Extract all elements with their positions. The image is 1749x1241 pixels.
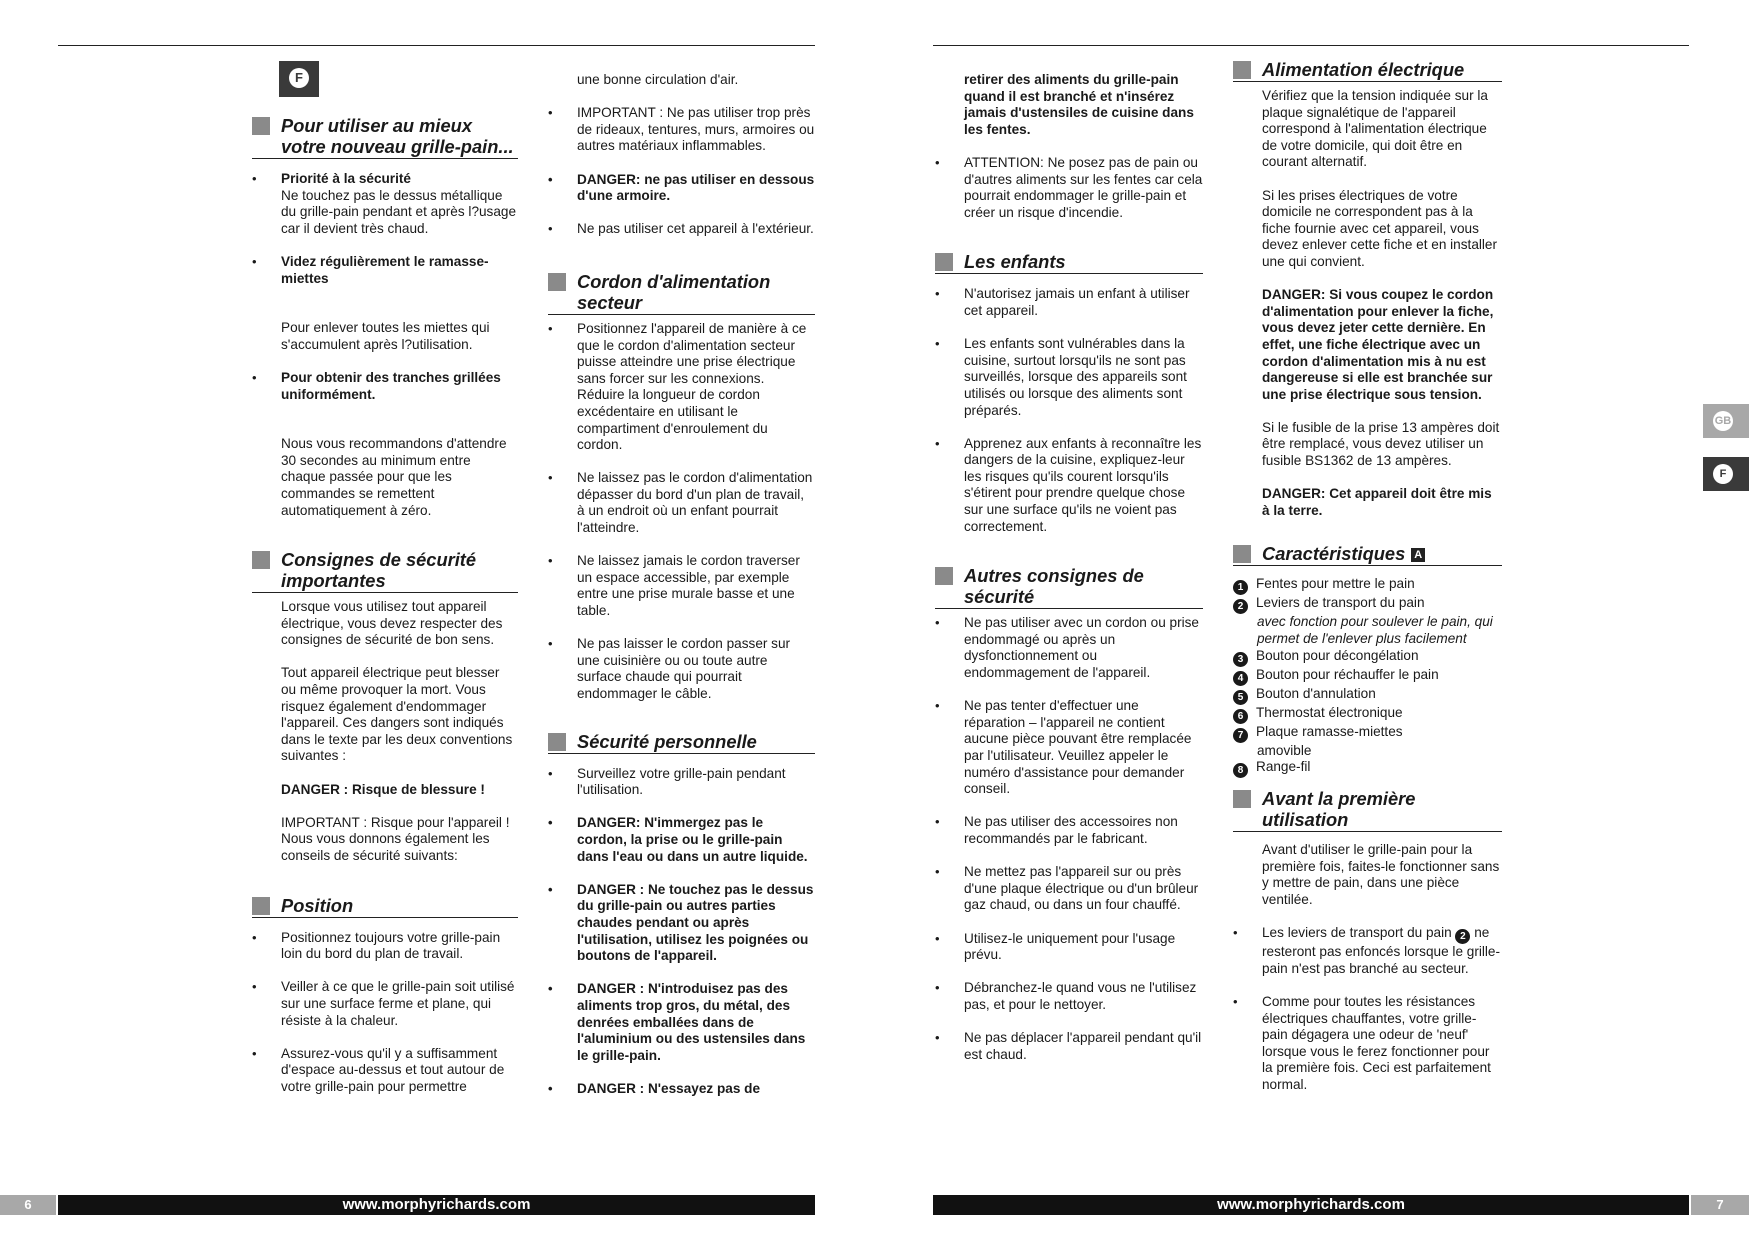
list-item: • Les leviers de transport du pain 2 ne resteront pas enfoncés lorsque le grille-pain n'est pas branché au secteur. bbox=[1233, 925, 1502, 977]
number-badge: 4 bbox=[1233, 671, 1248, 686]
position-list bbox=[252, 930, 518, 1096]
figure-ref-badge: A bbox=[1411, 548, 1425, 562]
section-marker bbox=[1233, 61, 1251, 79]
first-use-list bbox=[1233, 925, 1502, 1093]
section-marker bbox=[935, 567, 953, 585]
list-item: • Comme pour toutes les résistances électriques chauffantes, votre grille-pain dégagera une odeur de 'neuf' lorsque vous le ferez fonctionner pour la première fois. Ceci est parfaitement normal. bbox=[1233, 994, 1502, 1094]
personal-safety-list bbox=[548, 766, 815, 1098]
feature-label: Range-fil bbox=[1256, 759, 1311, 775]
list-item: • Ne pas tenter d'effectuer une réparation – l'appareil ne contient aucune pièce pouvant être remplacée par l'utilisateur. Veuillez appeler le numéro d'assistance pour demander conseil. bbox=[935, 698, 1203, 798]
paragraph: retirer des aliments du grille-pain quand il est branché et n'insérez jamais d'ustensiles de cuisine dans les fentes. bbox=[964, 72, 1194, 137]
paragraph: Lorsque vous utilisez tout appareil électrique, vous devez respecter des consignes de sécurité de bon sens. bbox=[281, 599, 503, 648]
section-marker bbox=[548, 273, 566, 291]
number-badge: 2 bbox=[1233, 599, 1248, 614]
section-marker bbox=[1233, 790, 1251, 808]
list-item: • Videz régulièrement le ramasse-miettes bbox=[252, 254, 518, 287]
feature-label: Fentes pour mettre le pain bbox=[1256, 576, 1415, 592]
list-item: • Ne pas utiliser cet appareil à l'extérieur. bbox=[548, 221, 815, 238]
section-marker bbox=[252, 551, 270, 569]
number-badge: 5 bbox=[1233, 690, 1248, 705]
section-header-features: Caractéristiques A bbox=[1233, 543, 1502, 566]
feature-item bbox=[1233, 648, 1502, 667]
feature-item bbox=[1233, 595, 1502, 614]
top-rule-right bbox=[933, 45, 1689, 46]
feature-item bbox=[1233, 705, 1502, 724]
list-item: • DANGER : Ne touchez pas le dessus du grille-pain ou autres parties chaudes pendant ou après l'utilisation, utilisez les poignées ou boutons de l'appareil. bbox=[548, 882, 815, 965]
language-tab-gb[interactable]: GB bbox=[1703, 404, 1749, 438]
number-badge: 1 bbox=[1233, 580, 1248, 595]
list-item: • Ne pas utiliser avec un cordon ou prise endommagé ou après un dysfonctionnement ou endommagement de l'appareil. bbox=[935, 615, 1203, 681]
section-header-position: Position bbox=[252, 895, 518, 918]
list-item: • Ne pas utiliser des accessoires non recommandés par le fabricant. bbox=[935, 814, 1203, 847]
list-item: • IMPORTANT : Ne pas utiliser trop près de rideaux, tentures, murs, armoires ou autres matériaux inflammables. bbox=[548, 105, 815, 155]
feature-label-continued: amovible bbox=[1257, 742, 1312, 758]
list-item: • Positionnez l'appareil de manière à ce que le cordon d'alimentation secteur puisse atteindre une prise électrique sans forcer sur les connexions. Réduire la longueur de cordon excédentaire en utilisant le compartiment d'enroulement du cordon. bbox=[548, 321, 815, 454]
footer-url-right[interactable]: www.morphyrichards.com bbox=[933, 1195, 1689, 1215]
list-item: • Débranchez-le quand vous ne l'utilisez pas, et pour le nettoyer. bbox=[935, 980, 1203, 1013]
section-header-personal-safety: Sécurité personnelle bbox=[548, 731, 815, 754]
section-header-children: Les enfants bbox=[935, 251, 1203, 274]
other-safety-list bbox=[935, 615, 1203, 1063]
section-header-first-use: Avant la première utilisation bbox=[1233, 788, 1502, 832]
section-header-safety: Consignes de sécurité importantes bbox=[252, 549, 518, 593]
feature-label: Plaque ramasse-miettes bbox=[1256, 723, 1403, 739]
feature-item bbox=[1233, 667, 1502, 686]
number-badge: 8 bbox=[1233, 763, 1248, 778]
paragraph: une bonne circulation d'air. bbox=[577, 72, 739, 87]
number-badge: 3 bbox=[1233, 652, 1248, 667]
list-item: • Les enfants sont vulnérables dans la cuisine, surtout lorsqu'ils ne sont pas surveillés, lorsque des appareils sont utilisés ou lorsque des aliments sont préparés. bbox=[935, 336, 1203, 419]
feature-description: avec fonction pour soulever le pain, qui permet de l'enlever plus facilement bbox=[1257, 614, 1493, 647]
column-4 bbox=[1233, 59, 1502, 1110]
page-number-left: 6 bbox=[0, 1195, 56, 1215]
list-item: • Positionnez toujours votre grille-pain loin du bord du plan de travail. bbox=[252, 930, 518, 963]
list-item: • Ne laissez jamais le cordon traverser un espace accessible, par exemple entre une prise murale basse et une table. bbox=[548, 553, 815, 619]
paragraph: DANGER : Risque de blessure ! bbox=[281, 781, 485, 797]
list-item: • Ne mettez pas l'appareil sur ou près d'une plaque électrique ou d'un brûleur gaz chaud, ou dans un four chauffé. bbox=[935, 864, 1203, 914]
list-item: • Veiller à ce que le grille-pain soit utilisé sur une surface ferme et plane, qui résiste à la chaleur. bbox=[252, 979, 518, 1029]
list-item: • ATTENTION: Ne posez pas de pain ou d'autres aliments sur les fentes car cela pourrait endommager le grille-pain et créer un risque d'incendie. bbox=[935, 155, 1203, 221]
list-item: • N'autorisez jamais un enfant à utiliser cet appareil. bbox=[935, 286, 1203, 319]
section-marker bbox=[548, 733, 566, 751]
number-badge: 6 bbox=[1233, 709, 1248, 724]
number-badge: 2 bbox=[1455, 929, 1470, 944]
feature-label: Bouton d'annulation bbox=[1256, 685, 1376, 701]
feature-item bbox=[1233, 686, 1502, 705]
top-rule-left bbox=[58, 45, 815, 46]
column-2 bbox=[548, 72, 815, 1114]
list-item: • Priorité à la sécurité Ne touchez pas le dessus métallique du grille-pain pendant et après l?usage car il devient très chaud. bbox=[252, 171, 518, 237]
feature-label: Thermostat électronique bbox=[1256, 704, 1403, 720]
list-item: • Assurez-vous qu'il y a suffisamment d'espace au-dessus et tout autour de votre grille-pain pour permettre bbox=[252, 1046, 518, 1096]
paragraph: Vérifiez que la tension indiquée sur la plaque signalétique de l'appareil correspond à l'alimentation électrique de votre domicile, qui doit être en courant alternatif. bbox=[1262, 88, 1488, 170]
section-header-other-safety: Autres consignes de sécurité bbox=[935, 565, 1203, 609]
placement-list bbox=[548, 105, 815, 238]
feature-item bbox=[1233, 724, 1502, 743]
usage-list-2 bbox=[252, 370, 518, 403]
usage-list bbox=[252, 171, 518, 287]
paragraph: IMPORTANT : Risque pour l'appareil ! Nous vous donnons également les conseils de sécurité suivants: bbox=[281, 814, 510, 863]
list-item: • DANGER : N'essayez pas de bbox=[548, 1081, 815, 1098]
section-marker bbox=[935, 253, 953, 271]
section-header-usage: Pour utiliser au mieux votre nouveau grille-pain... bbox=[252, 115, 518, 159]
paragraph: Tout appareil électrique peut blesser ou même provoquer la mort. Vous risquez également d'endommager l'appareil. Ces dangers sont indiqués dans le texte par les deux conventions suivantes : bbox=[281, 665, 513, 764]
section-marker bbox=[252, 897, 270, 915]
paragraph: Avant d'utiliser le grille-pain pour la première fois, faites-le fonctionner sans y mettre de pain, dans une pièce ventilée. bbox=[1262, 842, 1500, 907]
section-header-power: Alimentation électrique bbox=[1233, 59, 1502, 82]
list-item: • Ne laissez pas le cordon d'alimentation dépasser du bord d'un plan de travail, à un endroit où un enfant pourrait l'atteindre. bbox=[548, 470, 815, 536]
list-item: • Pour obtenir des tranches grillées uniformément. bbox=[252, 370, 518, 403]
paragraph: Si les prises électriques de votre domicile ne correspondent pas à la fiche fournie avec cet appareil, vous devez enlever cette fiche et en installer une qui convient. bbox=[1262, 187, 1498, 269]
feature-label: Leviers de transport du pain bbox=[1256, 595, 1425, 611]
list-item: • Apprenez aux enfants à reconnaître les dangers de la cuisine, expliquez-leur les risques qu'ils courent lorsqu'ils s'étirent pour prendre quelque chose sur une surface qu'ils ne voient pas correctement. bbox=[935, 436, 1203, 536]
feature-label: Bouton pour réchauffer le pain bbox=[1256, 666, 1439, 682]
list-item: • DANGER: ne pas utiliser en dessous d'une armoire. bbox=[548, 172, 815, 205]
list-item: • Ne pas laisser le cordon passer sur une cuisinière ou ou toute autre surface chaude qui pourrait endommager le câble. bbox=[548, 636, 815, 702]
paragraph: Si le fusible de la prise 13 ampères doit être remplacé, vous devez utiliser un fusible BS1362 de 13 ampères. bbox=[1262, 419, 1500, 469]
paragraph: DANGER: Cet appareil doit être mis à la terre. bbox=[1262, 486, 1492, 518]
feature-item bbox=[1233, 759, 1502, 778]
section-header-cord: Cordon d'alimentation secteur bbox=[548, 271, 815, 315]
list-item: • Utilisez-le uniquement pour l'usage prévu. bbox=[935, 931, 1203, 964]
section-marker bbox=[1233, 545, 1251, 563]
language-flag-f bbox=[279, 61, 319, 97]
footer-url-left[interactable]: www.morphyrichards.com bbox=[58, 1195, 815, 1215]
list-item: • DANGER: N'immergez pas le cordon, la prise ou le grille-pain dans l'eau ou dans un autre liquide. bbox=[548, 815, 815, 865]
language-tab-f[interactable]: F bbox=[1703, 457, 1749, 491]
column-1 bbox=[252, 115, 518, 1112]
list-item: • Surveillez votre grille-pain pendant l'utilisation. bbox=[548, 766, 815, 799]
cord-list bbox=[548, 321, 815, 703]
list-item: • Ne pas déplacer l'appareil pendant qu'il est chaud. bbox=[935, 1030, 1203, 1063]
feature-item bbox=[1233, 576, 1502, 595]
paragraph: Nous vous recommandons d'attendre 30 secondes au minimum entre chaque passée pour que les commandes se remettent automatiquement à zéro. bbox=[281, 436, 507, 518]
list-item: • DANGER : N'introduisez pas des aliments trop gros, du métal, des denrées emballées dans de l'aluminium ou des ustensiles dans le grille-pain. bbox=[548, 981, 815, 1064]
features-list bbox=[1233, 576, 1502, 778]
attention-list bbox=[935, 155, 1203, 221]
paragraph: DANGER: Si vous coupez le cordon d'alimentation pour enlever la fiche, vous devez jeter cette dernière. En effet, une fiche électrique avec un cordon d'alimentation mis à nu est dangereuse si elle est branchée sur une prise électrique sous tension. bbox=[1262, 287, 1494, 402]
flag-letter: F bbox=[289, 68, 309, 88]
number-badge: 7 bbox=[1233, 728, 1248, 743]
children-list bbox=[935, 286, 1203, 535]
paragraph: Pour enlever toutes les miettes qui s'accumulent après l?utilisation. bbox=[281, 320, 490, 352]
page-number-right: 7 bbox=[1691, 1195, 1749, 1215]
section-marker bbox=[252, 117, 270, 135]
feature-label: Bouton pour décongélation bbox=[1256, 647, 1419, 663]
column-3 bbox=[935, 72, 1203, 1080]
